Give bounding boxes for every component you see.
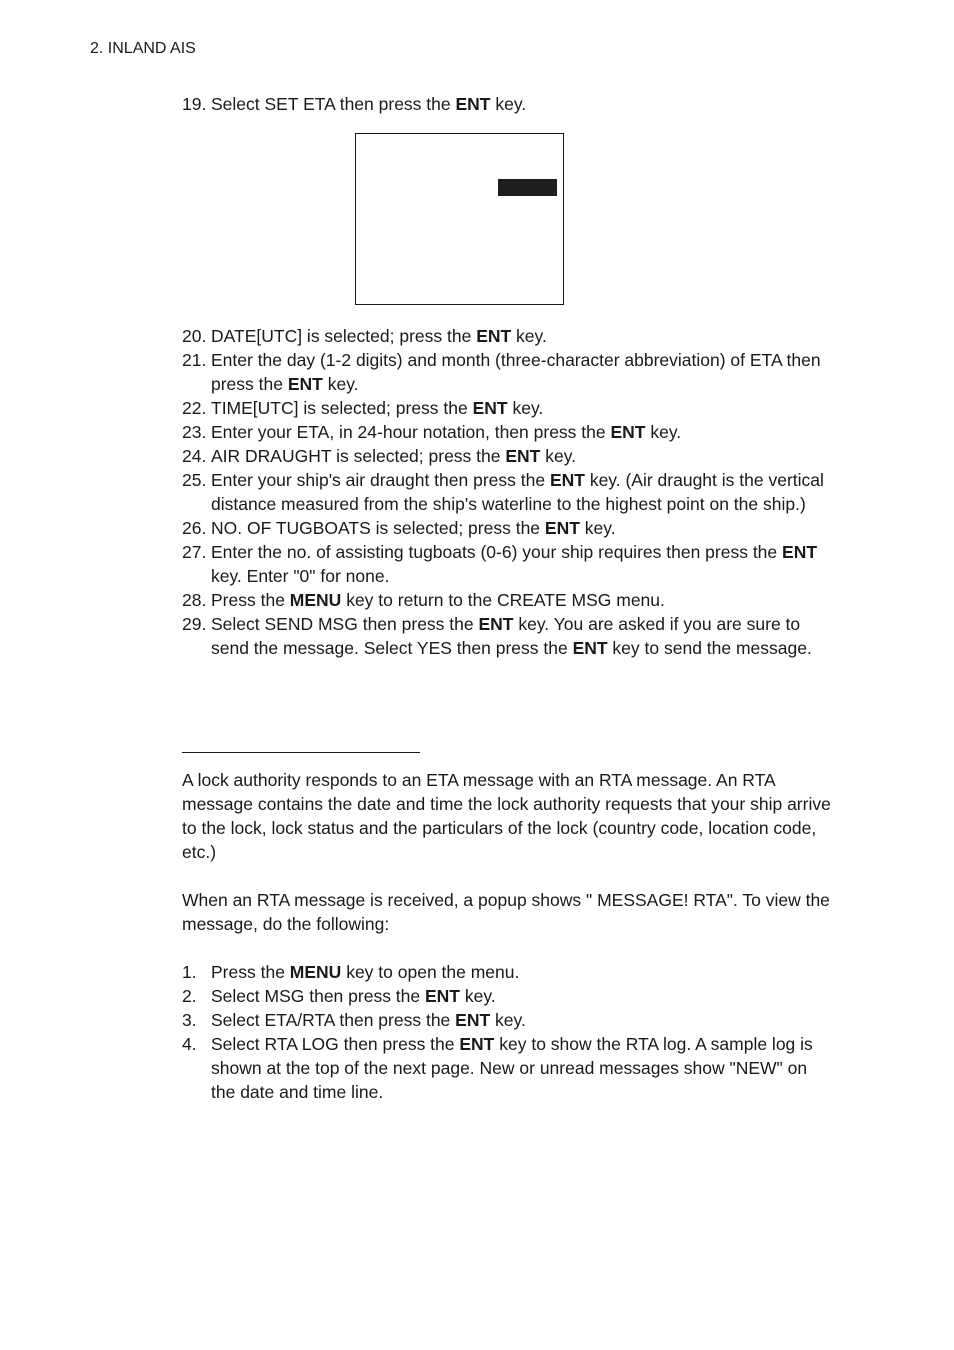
list-item: [182, 324, 832, 348]
running-header: 2. INLAND AIS: [90, 40, 196, 57]
step-text: key.: [540, 446, 577, 466]
step-number: 23.: [182, 422, 207, 442]
key-name: ENT: [459, 1034, 495, 1054]
step-number: 26.: [182, 518, 207, 538]
list-item: [182, 612, 832, 660]
step-text: Enter the day (1-2 digits) and month (three-character abbreviation) of ETA then press the: [211, 350, 821, 394]
step-text: key. Enter "0" for none.: [211, 566, 390, 586]
list-item: [182, 396, 832, 420]
rta-steps-list: [182, 960, 832, 1104]
step-text: key.: [511, 326, 547, 346]
step-number: 4.: [182, 1034, 197, 1054]
step-number: 20.: [182, 326, 207, 346]
list-item: [182, 588, 832, 612]
step-text: key to send the message.: [607, 638, 812, 658]
key-name: ENT: [476, 326, 512, 346]
step-text: key. You are asked if you are sure to send the message. Select YES then press the: [211, 614, 801, 658]
list-item: [182, 444, 832, 468]
key-name: MENU: [289, 590, 342, 610]
section-divider: [182, 752, 420, 753]
step-number: 29.: [182, 614, 207, 634]
key-name: ENT: [472, 398, 508, 418]
step-number: 1.: [182, 962, 197, 982]
key-name: ENT: [455, 1010, 491, 1030]
key-name: ENT: [782, 542, 818, 562]
list-item: [182, 984, 832, 1008]
step-text: DATE[UTC] is selected; press the: [211, 326, 477, 346]
step-text: key.: [322, 374, 359, 394]
display-screen-figure: [355, 133, 564, 305]
intro-paragraph: When an RTA message is received, a popup shows " MESSAGE! RTA". To view the message, do the following:: [182, 890, 830, 934]
step-number: 21.: [182, 350, 207, 370]
step-text: key.: [645, 422, 682, 442]
step-text: Select SET ETA then press the: [211, 94, 456, 114]
step-text: Select ETA/RTA then press the: [211, 1010, 456, 1030]
step-text: Enter your ship's air draught then press the: [211, 470, 550, 490]
step-number: 19.: [182, 94, 207, 114]
step-text: key.: [460, 986, 496, 1006]
step-text: key. (Air draught is the vertical distance measured from the ship's waterline to the highest point on the ship.): [211, 470, 824, 514]
step-number: 28.: [182, 590, 207, 610]
step-text: key.: [490, 94, 527, 114]
intro-paragraph: A lock authority responds to an ETA message with an RTA message. An RTA message contains the date and time the lock authority requests that your ship arrive to the lock, lock status and the particulars of the lock (country code, location code, etc.): [182, 770, 831, 862]
key-name: ENT: [549, 470, 585, 490]
step-number: 24.: [182, 446, 207, 466]
list-item: [182, 468, 832, 516]
step-text: Enter the no. of assisting tugboats (0-6) your ship requires then press the: [211, 542, 783, 562]
key-name: ENT: [425, 986, 460, 1006]
step-number: 22.: [182, 398, 207, 418]
step-text: Enter your ETA, in 24-hour notation, then press the: [211, 422, 611, 442]
step-text: TIME[UTC] is selected; press the: [211, 398, 473, 418]
list-item: [182, 1032, 832, 1104]
key-name: ENT: [505, 446, 541, 466]
steps-list: [182, 324, 832, 660]
step-19: [182, 92, 526, 116]
step-text: key to show the RTA log. A sample log is shown at the top of the next page. New or unread messages show "NEW" on the date and time line.: [211, 1034, 813, 1102]
step-text: key to return to the CREATE MSG menu.: [341, 590, 665, 610]
highlighted-menu-item: [498, 179, 557, 196]
step-text: key.: [579, 518, 616, 538]
list-item: [182, 540, 832, 588]
step-text: Select RTA LOG then press the: [211, 1034, 460, 1054]
key-name: ENT: [544, 518, 580, 538]
step-number: 2.: [182, 986, 197, 1006]
step-text: Press the: [211, 590, 290, 610]
step-number: 27.: [182, 542, 207, 562]
key-name: ENT: [287, 374, 323, 394]
key-name: ENT: [610, 422, 646, 442]
key-name: ENT: [455, 94, 491, 114]
step-text: Press the: [211, 962, 290, 982]
list-item: [182, 1008, 832, 1032]
list-item: [182, 516, 832, 540]
key-name: ENT: [572, 638, 608, 658]
step-text: NO. OF TUGBOATS is selected; press the: [211, 518, 545, 538]
step-text: key to open the menu.: [341, 962, 520, 982]
list-item: [182, 348, 832, 396]
step-text: key.: [507, 398, 544, 418]
step-text: key.: [490, 1010, 526, 1030]
step-number: 3.: [182, 1010, 197, 1030]
step-text: AIR DRAUGHT is selected; press the: [211, 446, 506, 466]
key-name: MENU: [289, 962, 342, 982]
list-item: [182, 420, 832, 444]
step-text: Select MSG then press the: [211, 986, 425, 1006]
key-name: ENT: [478, 614, 514, 634]
step-text: Select SEND MSG then press the: [211, 614, 479, 634]
list-item: [182, 960, 832, 984]
step-number: 25.: [182, 470, 207, 490]
